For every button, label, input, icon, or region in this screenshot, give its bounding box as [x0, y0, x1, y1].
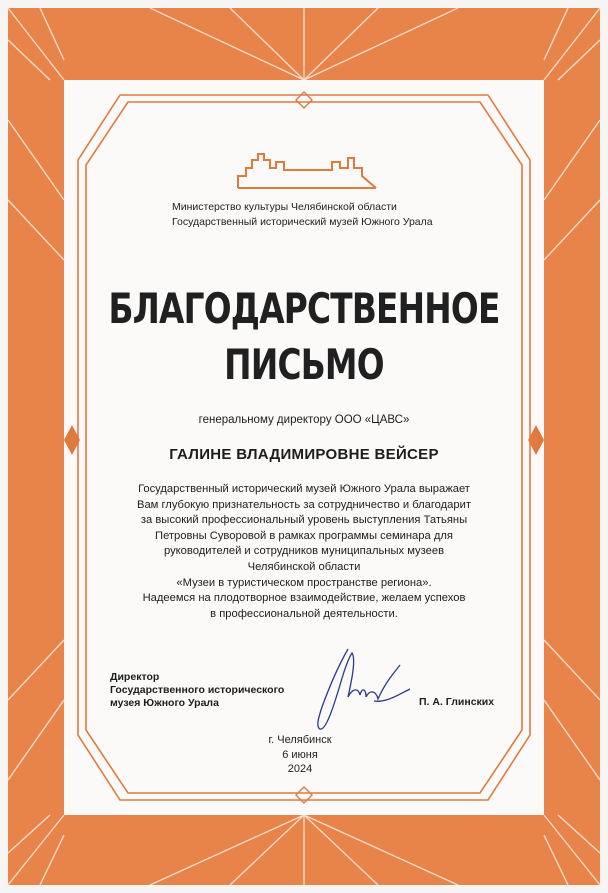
letter-body — [104, 482, 504, 622]
place-and-date — [250, 733, 350, 777]
signatory-title-line: музея Южного Урала — [110, 697, 219, 709]
body-line: руководителей и сотрудников муниципальных музеев — [163, 545, 445, 558]
body-line: Петровны Суворовой в рамках программы семинара для — [155, 529, 453, 542]
signatory-title — [110, 671, 284, 710]
recipient-position: генеральному директору ООО «ЦАВС» — [198, 414, 410, 426]
body-line: Вам глубокую признательность за сотрудничество и благодарит — [136, 498, 472, 511]
signatory-title-line: Директор — [110, 671, 160, 683]
body-line: за высокий профессиональный уровень выступления Татьяны — [140, 514, 468, 527]
body-line: Челябинской области — [247, 560, 361, 573]
date-year: 2024 — [287, 763, 313, 775]
city: г. Челябинск — [268, 734, 332, 746]
body-line: «Музеи в туристическом пространстве региона». — [176, 576, 432, 589]
date-day: 6 июня — [282, 748, 318, 761]
recipient-name: ГАЛИНЕ ВЛАДИМИРОВНЕ ВЕЙСЕР — [169, 446, 439, 463]
body-line: в профессиональной деятельности. — [210, 607, 398, 620]
body-line: Надеемся на плодотворное взаимодействие, желаем успехов — [142, 592, 466, 605]
document-title-line2: ПИСЬМО — [224, 340, 384, 389]
document-title-line1: БЛАГОДАРСТВЕННОЕ — [108, 284, 500, 333]
museum-fortress-logo — [236, 148, 378, 192]
ministry-name: Министерство культуры Челябинской области — [172, 201, 397, 213]
signatory-name: П. А. Глинских — [419, 696, 495, 708]
body-line: Государственный исторический музей Южного Урала выражает — [138, 483, 470, 495]
signatory-title-line: Государственного исторического — [110, 684, 285, 696]
museum-name: Государственный исторический музей Южного Урала — [172, 216, 433, 228]
handwritten-signature — [300, 645, 420, 735]
